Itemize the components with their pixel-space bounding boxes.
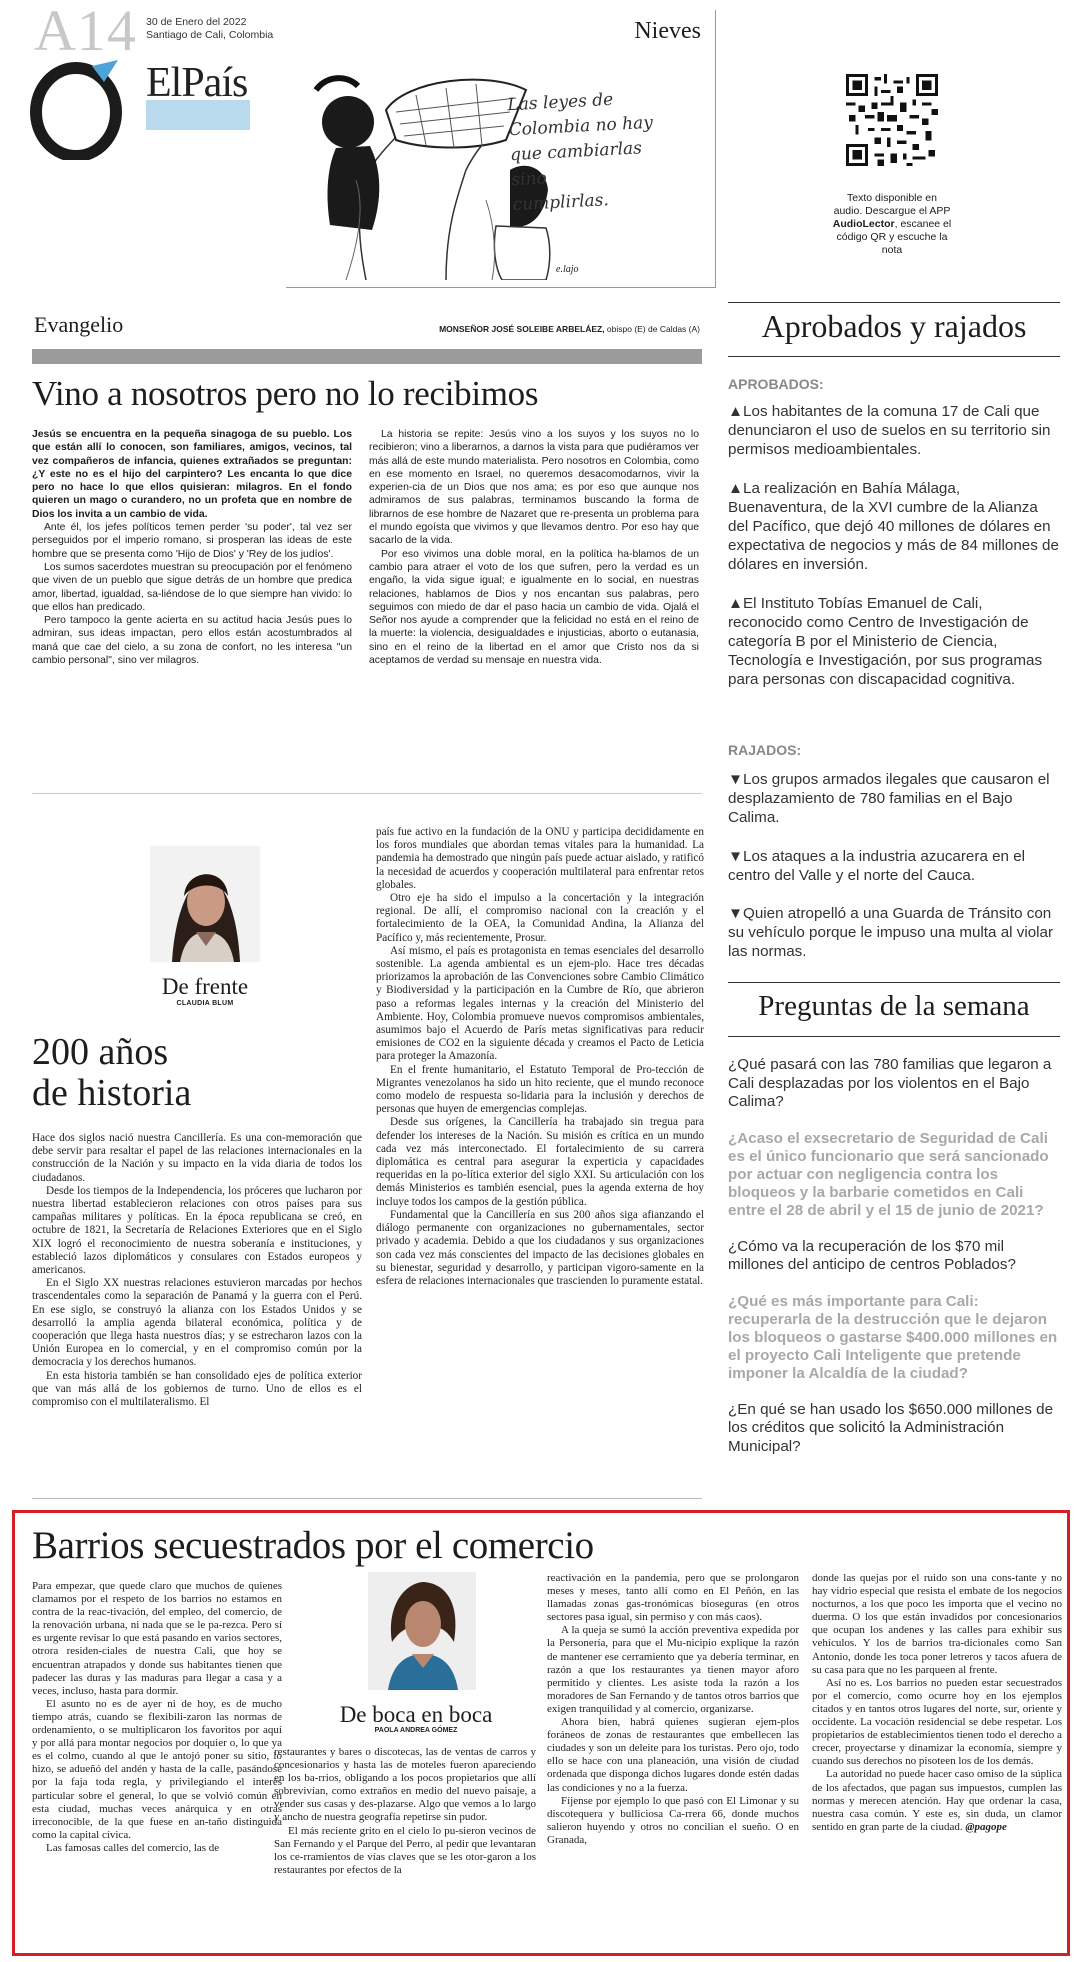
article-byline <box>420 324 700 334</box>
article-paragraph: Los sumos sacerdotes muestran su preocupación por el fenómeno que viven de un pueblo que sigue detrás de un hombre que predica amor, libertad, igualdad, sa-liéndose de lo que siempre han vivido: lo que ellos han predicado. <box>32 561 352 613</box>
divider <box>32 1498 702 1499</box>
article-headline <box>32 1032 362 1114</box>
list-item-text: Los grupos armados ilegales que causaron el desplazamiento de 780 familias en el Bajo Calima. <box>728 771 1050 827</box>
article-paragraph: Desde los tiempos de la Independencia, los próceres que lucharon por nuestra libertad establecieron relaciones con otros países para sus campañas militares y políticas. En la época republicana se creó, en octubre de 1821, la Secretaría de Relaciones Exteriores que en el Siglo XIX logró el reconocimiento de nuestra soberanía e instituciones, y estableció lazos diplomáticos y consulares con Estados europeos y americanos. <box>32 1184 362 1277</box>
divider <box>728 1036 1060 1037</box>
article-paragraph: Ante él, los jefes políticos temen perder 'su poder', tal vez ser perseguidos por el imperio romano, si prosperan las ideas de este hombre que se presenta como 'Hijo de Dios' y 'Rey de los judíos'. <box>32 522 352 560</box>
article-paragraph: Para empezar, que quede claro que muchos de quienes clamamos por el respeto de los barrios no estamos en contra de la reac-tivación, del empleo, del comercio, de la renovación urbana, ni nada que se le pa-rezca. Pero sí es urgente revisar lo que está pasando en varios sectores, otrora residen-ciales de nuestra Cali, que hoy se encuentran atrapados y donde sus habitantes tienen que padecer las duras y las maduras para llegar a casa y a veces, incluso, hasta para dormir. <box>32 1580 282 1697</box>
article-paragraph: Fundamental que la Cancillería en sus 200 años siga afianzando el diálogo permanente con organizaciones no gubernamentales, sector privado y academia. Debido a que los ciudadanos y sus organizaciones son cada vez más conscientes del impacto de las decisiones globales en su bienestar, seguridad y desarrollo, y participan vigoro-samente en la esfera de relaciones internacionales que trascienden lo puramente estatal. <box>376 1208 704 1287</box>
aprobados-list <box>728 402 1060 709</box>
article-paragraph: Así no es. Los barrios no pueden estar secuestrados por el comercio, como ocurre hoy en los ejemplos citados y en tantos otros lugares del norte, sur, oriente y occidente. La vocación residencial se debe respetar. Los propietarios de establecimientos tienen todo el derecho a crecer, proyectarse y dinamizar la economía, siempre y cuando sus derechos no pisoteen los de los demás. <box>812 1676 1062 1768</box>
article-column <box>369 428 699 667</box>
rajados-list <box>728 770 1060 981</box>
question-item: ¿Acaso el exsecretario de Seguridad de Cali es el único funcionario que será sancionado por actuar con negligencia contra los bloqueos y la barbarie cometidos en Cali entre el 28 de abril y el 15 de junio de 2021? <box>728 1129 1049 1219</box>
article-paragraph: La historia se repite: Jesús vino a los suyos y los suyos no lo recibieron; vino a liberarnos, a darnos la vista para que pudiéramos ver más allá de este mundo materialista. Pero nosotros en Colombia, como en ese momento en Israel, no queremos desacomodarnos, vivir la experien-cia de un Dios que nos ama; es por eso que aunque nos admiramos de sus palabras, terminamos buscando la forma de librarnos de ese hombre de Nazaret que re-presenta un problema para el mundo egoísta que vivimos y que llevamos dentro. Por eso hay que sacarlo de la vida. <box>369 429 699 547</box>
author-name: MONSEÑOR JOSÉ SOLEIBE ARBELÁEZ, <box>439 324 605 334</box>
questions-list <box>728 1056 1060 1474</box>
article-paragraph: restaurantes y bares o discotecas, las de ventas de carros y concesionarios y hasta las de moteles fueron apareciendo en los ba-rrios, obligando a los pocos propietarios que allí sobrevivían, como extraños en medio del nuevo paisaje, a vender sus casas y des-plazarse. Algo que vemos a lo largo y ancho de nuestra geografía repetirse sin pudor. <box>274 1746 536 1824</box>
newspaper-logo-icon <box>30 60 130 160</box>
newspaper-logo-text: ElPaís <box>146 60 248 106</box>
list-item-text: Quien atropelló a una Guarda de Tránsito con su vehículo porque le impuso una multa al violar las normas. <box>728 905 1054 961</box>
article-lead: Jesús se encuentra en la pequeña sinagoga de su pueblo. Los que están allí lo conocen, son familiares, amigos, vecinos, tal vez compañeros de infancia, quienes extrañados se preguntan: ¿Y este no es el hijo del carpintero? Les encanta lo que dice pero no hace lo que ellos quisieran: milagros. En el fondo quieren un mago o curandero, no un profeta que en nombre de Dios los invita a un cambio de vida. <box>32 429 352 520</box>
section-title-preguntas: Preguntas de la semana <box>758 990 1030 1022</box>
list-item <box>728 594 1060 690</box>
article-paragraph: Desde sus orígenes, la Cancillería ha trabajado sin tregua para defender los intereses de la Nación. Su misión es crítica en un mundo cada vez más interconectado. El fortalecimiento de su carrera diplomática es central para asegurar la experticia y capacidades requeridas en la po-lítica exterior del siglo XXI. Su articulación con los demás Ministerios es también esencial, pues la agenda externa de hoy incluye todos los campos de la gestión pública. <box>376 1116 704 1208</box>
article-paragraph: Por eso vivimos una doble moral, en la política ha-blamos de un cambio para atraer el voto de los que sufren, pero la verdad es un engaño, la vida sigue igual; e igualmente en lo social, en nuestras relaciones, hablamos de Dios y nos encantan sus palabras, pero seguimos con miedo de dar el paso hacia un cambio de vida. Ojalá el Señor nos ayude a comprender que la felicidad no está en el reino de la muerte: la violencia, desigualdades e injusticias, aborto o eutanasia, sino en el reino de la libertad en el amor que Cristo nos da si aceptamos de verdad su mensaje en nuestra vida. <box>369 548 699 667</box>
article-column <box>32 428 352 667</box>
headline-line: de historia <box>32 1072 192 1114</box>
divider <box>728 982 1060 983</box>
qr-code-icon[interactable] <box>846 74 938 166</box>
list-item-text: Los ataques a la industria azucarera en el centro del Valle y el norte del Cauca. <box>728 847 1026 884</box>
article-paragraph: reactivación en la pandemia, pero que se prolongaron meses y meses, tanto allí como en El Peñón, en las llamadas zonas gas-tronómicas bioseguras (en otros sectores pasa igual, sin permiso y con más caos). <box>547 1572 799 1624</box>
author-portrait <box>150 846 260 962</box>
question-item: ¿Cómo va la recuperación de los $70 mil millones del anticipo de centros Poblados? <box>728 1237 1016 1273</box>
question-item: ¿Qué pasará con las 780 familias que legaron a Cali desplazadas por los violentos en el Bajo Calima? <box>728 1056 1052 1110</box>
article-paragraph: Así mismo, el país es protagonista en temas esenciales del desarrollo sostenible. La agenda ambiental es un ejem-plo. Hace tres décadas priorizamos la aprobación de las Convenciones sobre Cambio Climático y Biodiversidad y la participación en la Cumbre de Río, que abrieron paso a reformas legales internas y la creación del Ministerio del Ambiente. Hoy, Colombia promueve nuevos compromisos ambientales, asumimos bajo el Acuerdo de París metas significativas para reducir emisiones de CO2 en la siguiente década y creamos el Pacto de Leticia para proteger la Amazonía. <box>376 944 704 1063</box>
triangle-down-icon: ▼ <box>728 905 744 923</box>
cartoonist-name: Nieves <box>634 18 701 44</box>
triangle-up-icon: ▲ <box>728 479 744 497</box>
rajados-label: RAJADOS: <box>728 742 802 758</box>
article-paragraph: El más reciente grito en el cielo lo pu-sieron vecinos de San Fernando y el Parque del Perro, al pedir que levantaran los ce-rramientos de vías claves que se les otor-garon a los restaurantes por efectos de la <box>274 1824 536 1876</box>
aprobados-label: APROBADOS: <box>728 376 824 392</box>
audio-app-name: AudioLector <box>832 218 895 230</box>
cartoon-caption: Las leyes de Colombia no hay que cambiarlas sino cumplirlas. <box>506 89 654 216</box>
triangle-up-icon: ▲ <box>728 403 744 420</box>
article-paragraph: Pero tampoco la gente acierta en su actitud hacia Jesús pues lo admiran, sus ideas impactan, pero ellos están acostumbrados al maná que cae del cielo, a su zona de confort, no les interesa "un cambio personal", sino ver milagros. <box>32 615 352 667</box>
list-item-text: Los habitantes de la comuna 17 de Cali que denunciaron el uso de suelos en su territorio sin permisos medioambientales. <box>728 403 1051 459</box>
article-paragraph: país fue activo en la fundación de la ONU y participa decididamente en los foros mundiales que abordan temas vitales para la humanidad. La pandemia ha demostrado que ningún país puede actuar aislado, y ratificó la necesidad de acuerdos y cooperación multilateral para enfrentar retos globales. <box>376 826 704 891</box>
author-role: obispo (E) de Caldas (A) <box>604 324 700 334</box>
headline-line: 200 años <box>32 1031 169 1073</box>
article-column <box>376 826 704 1288</box>
page-number: A14 <box>34 0 137 63</box>
article-paragraph: Hace dos siglos nació nuestra Cancillería. Es una con-memoración que debe servir para resaltar el papel de las relaciones internacionales en la construcción de la Nación y su impacto en la vida diaria de todos los ciudadanos. <box>32 1132 362 1184</box>
section-label-evangelio: Evangelio <box>34 312 124 337</box>
question-item: ¿Qué es más importante para Cali: recuperarla de la destrucción que le dejaron los bloqueos o gastarse $400.000 millones en el proyecto Cali Inteligente que pretende imponer la Alcaldía de la ciudad? <box>728 1292 1058 1382</box>
article-paragraph: En el Siglo XX nuestras relaciones estuvieron marcadas por hechos trascendentales como la separación de Panamá y la guerra con el Perú. En ese siglo, se construyó la alianza con los Estados Unidos y se desarrolló la amplia agenda bilateral económica, política y de cooperación que llega hasta nuestros días; y se estrecharon lazos con la Unión Europea en lo comercial, y en el compromiso común por la democracia y los derechos humanos. <box>32 1277 362 1369</box>
list-item <box>728 847 1060 885</box>
article-column <box>812 1572 1062 1834</box>
article-headline: Barrios secuestrados por el comercio <box>32 1524 594 1567</box>
triangle-down-icon: ▼ <box>728 847 744 865</box>
article-column <box>32 1580 282 1855</box>
divider <box>32 793 702 794</box>
audio-note-instructions: , escanee el código QR y escuche la nota <box>836 218 952 256</box>
cartoon-signature: e.lajo <box>556 264 579 275</box>
section-label-de-boca-en-boca: De boca en boca <box>339 1702 493 1727</box>
article-paragraph <box>812 1768 1062 1833</box>
author-name: CLAUDIA BLUM <box>176 1000 234 1007</box>
publication-date: 30 de Enero del 2022 Santiago de Cali, Colombia <box>146 16 274 41</box>
article-column <box>32 1132 362 1409</box>
article-headline: Vino a nosotros pero no lo recibimos <box>32 374 539 413</box>
article-paragraph: Fíjense por ejemplo lo que pasó con El Limonar y su discotequera y bulliciosa Ca-rrera 66, donde muchos salieron huyendo y otros no concilian el sueño. O en Granada, <box>547 1794 799 1846</box>
author-portrait <box>368 1572 476 1690</box>
audio-note-intro: Texto disponible en audio. Descargue el APP <box>833 192 951 217</box>
divider <box>728 302 1060 303</box>
audio-note-text <box>832 192 952 257</box>
article-paragraph: El asunto no es de ayer ni de hoy, es de mucho tiempo atrás, cuando se flexibili-zaron las normas de ordenamiento, o se multiplicaron los favoritos por aquí y por allá para montar negocios por doquier o, lo que ya es el colmo, cuando al que le antojó poner su sitio, lo hizo, se adueñó del andén y hasta de la calle, pasándose por la faja toda regla, y privilegiando el interés particular sobre el general, lo que se volvió común en esta ciudad, muchas veces anárquica y en otras irreconocible, de la que fuese en an-taño distinguida como la capital cívica. <box>32 1697 282 1841</box>
section-label-de-frente: De frente <box>161 974 249 999</box>
section-title-aprobados-rajados: Aprobados y rajados <box>761 308 1027 344</box>
list-item <box>728 904 1060 962</box>
article-paragraph: En el frente humanitario, el Estatuto Temporal de Pro-tección de Migrantes venezolanos ha sido un hito reciente, que el mundo reconoce como modelo de respuesta so-lidaria para la inclusión y derechos de personas que huyen de emergencias complejas. <box>376 1063 704 1116</box>
author-name: PAOLA ANDREA GÓMEZ <box>374 1727 458 1734</box>
article-column <box>274 1746 536 1877</box>
list-item <box>728 402 1060 460</box>
article-paragraph: A la queja se sumó la acción preventiva expedida por la Personería, para que el Mu-nicipio explique la razón de mantener ese cerramiento que ya debería terminar, en razón a que los restaurantes ya tienen mayor aforo permitido y clientes. Les asiste toda la razón a los moradores de San Fernando y de tantos otros barrios que exigen tranquilidad y al comercio, organizarse. <box>547 1624 799 1715</box>
triangle-down-icon: ▼ <box>728 771 744 788</box>
author-signature[interactable]: @pagope <box>965 1820 1007 1833</box>
triangle-up-icon: ▲ <box>728 594 744 612</box>
article-paragraph: Ahora bien, habrá quienes sugieran ejem-plos foráneos de zonas de restaurantes que embellecen las ciudades y son un deleite para los turistas. Pero ojo, todo ello se hace con una planeación, una visión de ciudad ordenada que disponga dichos lugares donde estén dadas las condiciones y no a la fuerza. <box>547 1716 799 1794</box>
question-item: ¿En qué se han usado los $650.000 millones de los créditos que solicitó la Administración Municipal? <box>728 1400 1054 1455</box>
list-item <box>728 479 1060 575</box>
divider <box>728 356 1060 357</box>
list-item-text: La realización en Bahía Málaga, Buenaventura, de la XVI cumbre de la Alianza del Pacífico, que dejó 40 millones de dólares en expectativa de negocios y más de 84 millones de dólares en inversión. <box>728 479 1059 574</box>
article-column <box>547 1572 799 1847</box>
editorial-cartoon <box>286 10 716 288</box>
list-item <box>728 770 1060 828</box>
article-paragraph-text: La autoridad no puede hacer caso omiso de la súplica de los afectados, que pagan sus impuestos, cumplen las normas y merecen atención. Hay que ordenar la casa, nuestra casa común. Y este es, sin duda, un clamor sentido en gran parte de la ciudad. <box>812 1768 1062 1833</box>
article-paragraph: Otro eje ha sido el impulso a la concertación y la integración regional. De allí, el compromiso nacional con la creación y el fortalecimiento de la OEA, la Comunidad Andina, la Alianza del Pacífico y, más recientemente, Prosur. <box>376 892 704 944</box>
section-divider-bar <box>32 349 702 364</box>
article-paragraph: Las famosas calles del comercio, las de <box>46 1841 220 1854</box>
article-paragraph: donde las quejas por el ruido son una cons-tante y no hay vidrio especial que resista el embate de los negocios nocturnos, a los que poco les importa que el vecino no duerma. O los que están invadidos por concesionarios que ocupan los andenes y las calles para exhibir sus vehículos. Y los de barrios tra-dicionales como San Antonio, donde les toca poner letreros y tacos afuera de su casa para que no les parqueen al frente. <box>812 1572 1062 1676</box>
article-paragraph: En esta historia también se han consolidado ejes de política exterior que van más allá de los gobiernos de turno. Uno de ellos es el compromiso con el multilateralismo. El <box>32 1369 362 1409</box>
list-item-text: El Instituto Tobías Emanuel de Cali, reconocido como Centro de Investigación de categoría B por el Ministerio de Ciencia, Tecnología e Investigación, por sus programas para personas con discapacidad cognitiva. <box>728 594 1043 689</box>
